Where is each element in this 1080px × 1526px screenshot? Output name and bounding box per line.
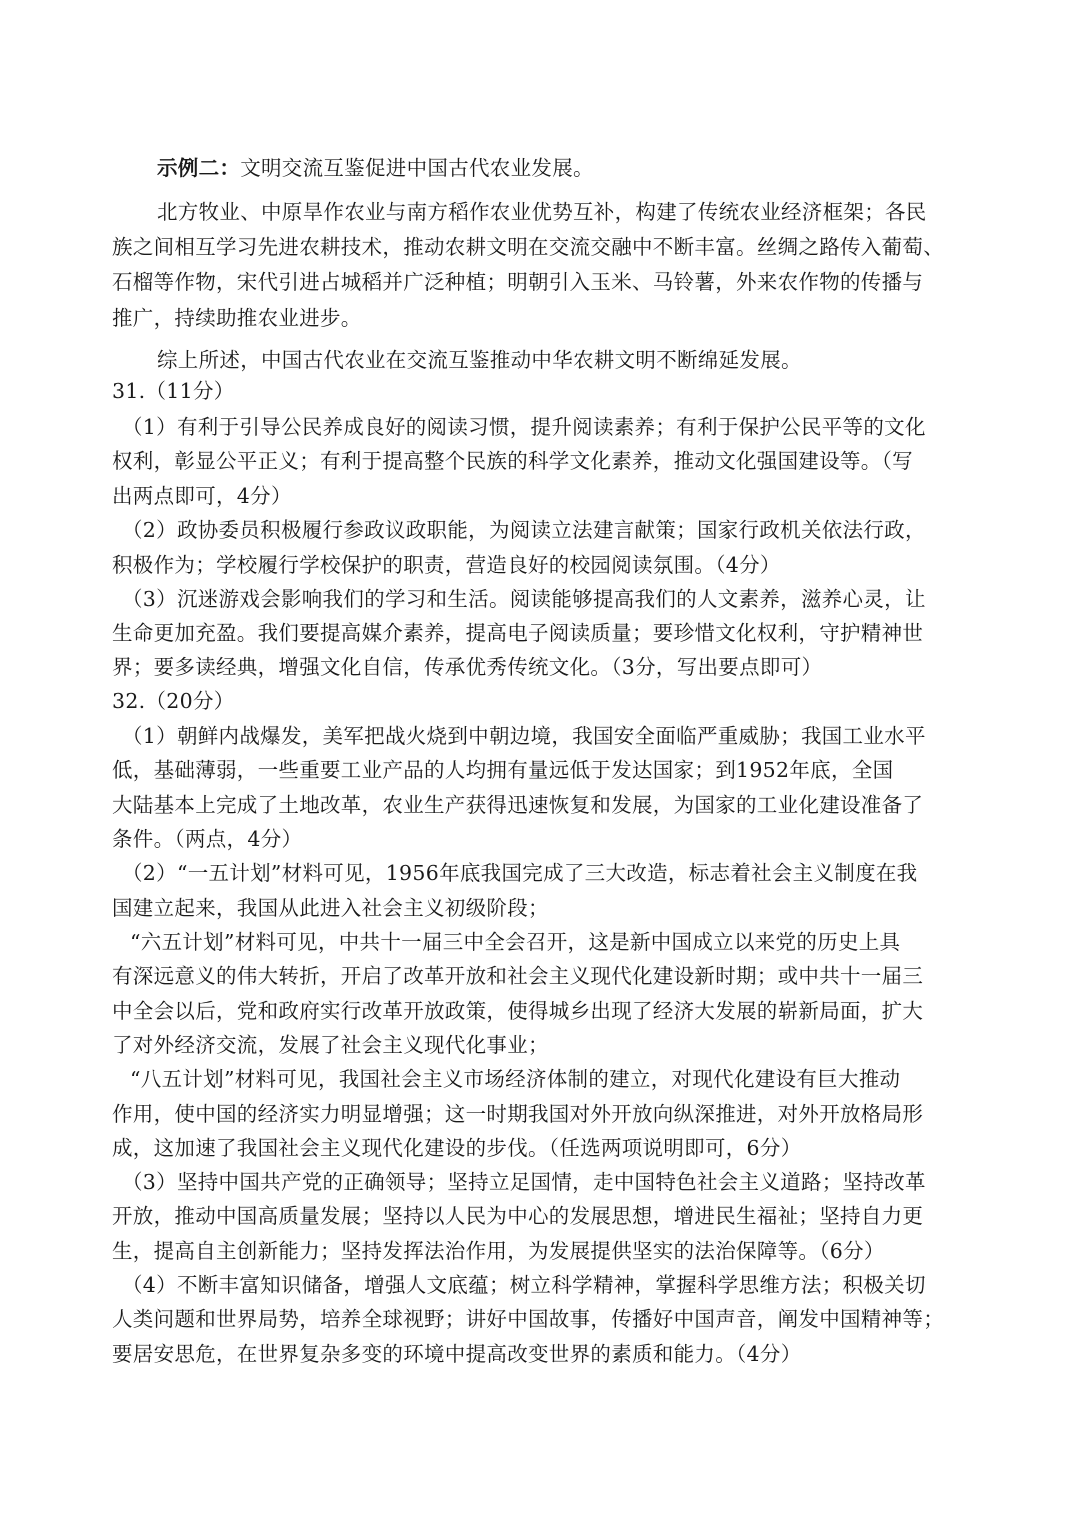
q31-part3-line: （3）沉迷游戏会影响我们的学习和生活。阅读能够提高我们的人文素养，滋养心灵，让: [122, 587, 926, 611]
example2-summary: 综上所述，中国古代农业在交流互鉴推动中华农耕文明不断绵延发展。: [157, 348, 802, 372]
q32-part3-line: （3）坚持中国共产党的正确领导；坚持立足国情，走中国特色社会主义道路；坚持改革: [122, 1170, 926, 1194]
q32-part4-line: （4）不断丰富知识储备，增强人文底蕴；树立科学精神，掌握科学思维方法；积极关切: [122, 1273, 926, 1297]
q32-part2-line: 有深远意义的伟大转折，开启了改革开放和社会主义现代化建设新时期；或中共十一届三: [112, 964, 924, 988]
q32-part2-line: “八五计划”材料可见，我国社会主义市场经济体制的建立，对现代化建设有巨大推动: [130, 1067, 901, 1091]
q32-part2-line: （2）“一五计划”材料可见，1956年底我国完成了三大改造，标志着社会主义制度在我: [122, 861, 918, 885]
q31-part2-line: 积极作为；学校履行学校保护的职责，营造良好的校园阅读氛围。（4分）: [112, 553, 781, 577]
q32-part4-line: 人类问题和世界局势，培养全球视野；讲好中国故事，传播好中国声音，阐发中国精神等；: [112, 1307, 944, 1331]
example2-heading: [157, 158, 594, 179]
q32-part4-line: 要居安思危，在世界复杂多变的环境中提高改变世界的素质和能力。（4分）: [112, 1342, 802, 1366]
q32-part1-line: 低，基础薄弱，一些重要工业产品的人均拥有量远低于发达国家；到1952年底，全国: [112, 758, 894, 782]
q32-title: 32.（20分）: [112, 689, 235, 713]
q32-part1-line: （1）朝鲜内战爆发，美军把战火烧到中朝边境，我国安全面临严重威胁；我国工业水平: [122, 724, 926, 748]
q31-title: 31.（11分）: [112, 379, 235, 403]
q31-part3-line: 界；要多读经典，增强文化自信，传承优秀传统文化。（3分，写出要点即可）: [112, 655, 823, 679]
q31-part2-line: （2）政协委员积极履行参政议政职能，为阅读立法建言献策；国家行政机关依法行政，: [122, 518, 926, 542]
q31-part3-line: 生命更加充盈。我们要提高媒介素养，提高电子阅读质量；要珍惜文化权利，守护精神世: [112, 621, 924, 645]
example2-heading-text: 文明交流互鉴促进中国古代农业发展。: [240, 156, 594, 180]
example2-heading-label: 示例二：: [157, 156, 241, 180]
q31-part1-line: 出两点即可，4分）: [112, 484, 292, 508]
q31-part1-line: （1）有利于引导公民养成良好的阅读习惯，提升阅读素养；有利于保护公民平等的文化: [122, 415, 926, 439]
example2-para-line: 族之间相互学习先进农耕技术，推动农耕文明在交流交融中不断丰富。丝绸之路传入葡萄、: [112, 235, 944, 259]
q32-part3-line: 生，提高自主创新能力；坚持发挥法治作用，为发展提供坚实的法治保障等。（6分）: [112, 1239, 885, 1263]
q32-part1-line: 条件。（两点，4分）: [112, 827, 303, 851]
q31-part1-line: 权利，彰显公平正义；有利于提高整个民族的科学文化素养，推动文化强国建设等。（写: [112, 449, 913, 473]
example2-para-line: 北方牧业、中原旱作农业与南方稻作农业优势互补，构建了传统农业经济框架；各民: [157, 200, 927, 224]
q32-part2-line: 中全会以后，党和政府实行改革开放政策，使得城乡出现了经济大发展的崭新局面，扩大: [112, 999, 924, 1023]
q32-part2-line: 国建立起来，我国从此进入社会主义初级阶段；: [112, 896, 549, 920]
q32-part2-line: 作用，使中国的经济实力明显增强；这一时期我国对外开放向纵深推进，对外开放格局形: [112, 1102, 924, 1126]
q32-part1-line: 大陆基本上完成了土地改革，农业生产获得迅速恢复和发展，为国家的工业化建设准备了: [112, 793, 924, 817]
q32-part2-line: “六五计划”材料可见，中共十一届三中全会召开，这是新中国成立以来党的历史上具: [130, 930, 901, 954]
example2-para-line: 推广，持续助推农业进步。: [112, 306, 362, 330]
q32-part2-line: 成，这加速了我国社会主义现代化建设的步伐。（任选两项说明即可，6分）: [112, 1136, 802, 1160]
q32-part2-line: 了对外经济交流，发展了社会主义现代化事业；: [112, 1033, 549, 1057]
q32-part3-line: 开放，推动中国高质量发展；坚持以人民为中心的发展思想，增进民生福祉；坚持自力更: [112, 1204, 924, 1228]
example2-para-line: 石榴等作物，宋代引进占城稻并广泛种植；明朝引入玉米、马铃薯，外来农作物的传播与: [112, 270, 924, 294]
